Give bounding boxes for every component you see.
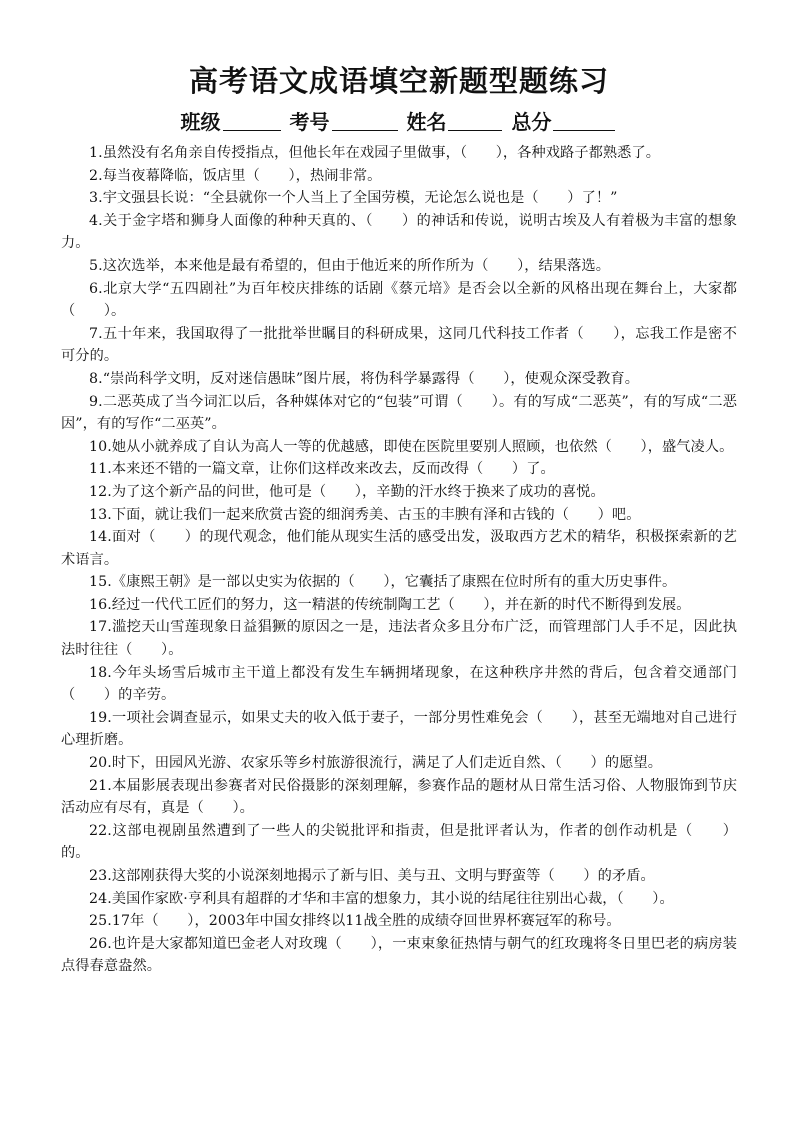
name-label: 姓名 [406,110,447,134]
score-blank[interactable] [553,110,615,131]
question-item: 26.也许是大家都知道巴金老人对玫瑰（ ），一束束象征热情与朝气的红玫瑰将冬日里巴老的病房装点得春意盎然。 [61,935,737,975]
question-item: 19.一项社会调查显示，如果丈夫的收入低于妻子，一部分男性难免会（ ），甚至无端地对自己进行心理折磨。 [61,709,737,749]
student-info-line [61,108,737,136]
score-label: 总分 [511,110,552,134]
question-item: 15.《康熙王朝》是一部以史实为依据的（ ），它囊括了康熙在位时所有的重大历史事件。 [89,574,677,591]
name-blank[interactable] [448,110,502,131]
question-item: 21.本届影展表现出参赛者对民俗摄影的深刻理解，参赛作品的题材从日常生活习俗、人物服饰到节庆活动应有尽有，真是（ ）。 [61,777,737,817]
question-item: 10.她从小就养成了自认为高人一等的优越感，即使在医院里要别人照顾，也依然（ ），盛气凌人。 [89,438,734,455]
question-item: 2.每当夜幕降临，饭店里（ ），热闹非常。 [89,167,382,184]
question-item: 6.北京大学“五四剧社”为百年校庆排练的话剧《蔡元培》是否会以全新的风格出现在舞台上，大家都（ ）。 [61,280,737,320]
question-item: 4.关于金字塔和狮身人面像的种种天真的、（ ）的神话和传说，说明古埃及人有着极为丰富的想象力。 [61,212,737,252]
question-item: 12.为了这个新产品的问世，他可是（ ），辛勤的汗水终于换来了成功的喜悦。 [89,483,605,500]
question-item: 3.宇文强县长说：“全县就你一个人当上了全国劳模，无论怎么说也是（ ）了！” [89,190,618,207]
question-item: 9.二恶英成了当今词汇以后，各种媒体对它的“包装”可谓（ ）。有的写成“二恶英”，有的写成“二恶因”，有的写作“二巫英”。 [61,393,737,433]
question-item: 7.五十年来，我国取得了一批批举世瞩目的科研成果，这同几代科技工作者（ ），忘我工作是密不可分的。 [61,325,737,365]
exam-no-blank[interactable] [332,110,398,131]
question-item: 23.这部刚获得大奖的小说深刻地揭示了新与旧、美与丑、文明与野蛮等（ ）的矛盾。 [89,868,655,884]
question-item: 8.“崇尚科学文明，反对迷信愚昧”图片展，将伪科学暴露得（ ），使观众深受教育。 [89,370,639,387]
question-item: 5.这次选举，本来他是最有希望的，但由于他近来的所作所为（ ），结果落选。 [89,257,610,274]
question-item: 14.面对（ ）的现代观念，他们能从现实生活的感受出发，汲取西方艺术的精华，积极探索新的艺术语言。 [61,529,737,568]
question-list [61,142,737,978]
question-item: 1.虽然没有名角亲自传授指点，但他长年在戏园子里做事，（ ），各种戏路子都熟悉了。 [89,145,661,161]
question-item: 25.17年（ ），2003年中国女排终以11战全胜的成绩夺回世界杯赛冠军的称号。 [89,913,621,930]
exam-no-label: 考号 [289,110,330,134]
question-item: 22.这部电视剧虽然遭到了一些人的尖锐批评和指责，但是批评者认为，作者的创作动机是（ ）的。 [61,822,737,862]
class-blank[interactable] [223,110,281,131]
class-label: 班级 [180,110,221,134]
question-item: 11.本来还不错的一篇文章，让你们这样改来改去，反而改得（ ）了。 [89,461,555,478]
question-item: 13.下面，就让我们一起来欣赏古瓷的细润秀美、古玉的丰腴有泽和古钱的（ ）吧。 [89,506,641,523]
worksheet-page [61,60,737,978]
page-title: 高考语文成语填空新题型题练习 [188,64,609,98]
question-item: 17.滥挖天山雪莲现象日益猖獗的原因之一是，违法者众多且分布广泛，而管理部门人手不足，因此执法时往往（ ）。 [61,619,737,659]
question-item: 20.时下，田园风光游、农家乐等乡村旅游很流行，满足了人们走近自然、（ ）的愿望。 [89,755,662,772]
question-item: 18.今年头场雪后城市主干道上都没有发生车辆拥堵现象，在这种秩序井然的背后，包含着交通部门（ ）的辛劳。 [61,664,737,704]
question-item: 24.美国作家欧·亨利具有超群的才华和丰富的想象力，其小说的结尾往往别出心裁，（ ）。 [89,890,674,907]
question-item: 16.经过一代代工匠们的努力，这一精湛的传统制陶工艺（ ），并在新的时代不断得到发展。 [89,596,691,613]
